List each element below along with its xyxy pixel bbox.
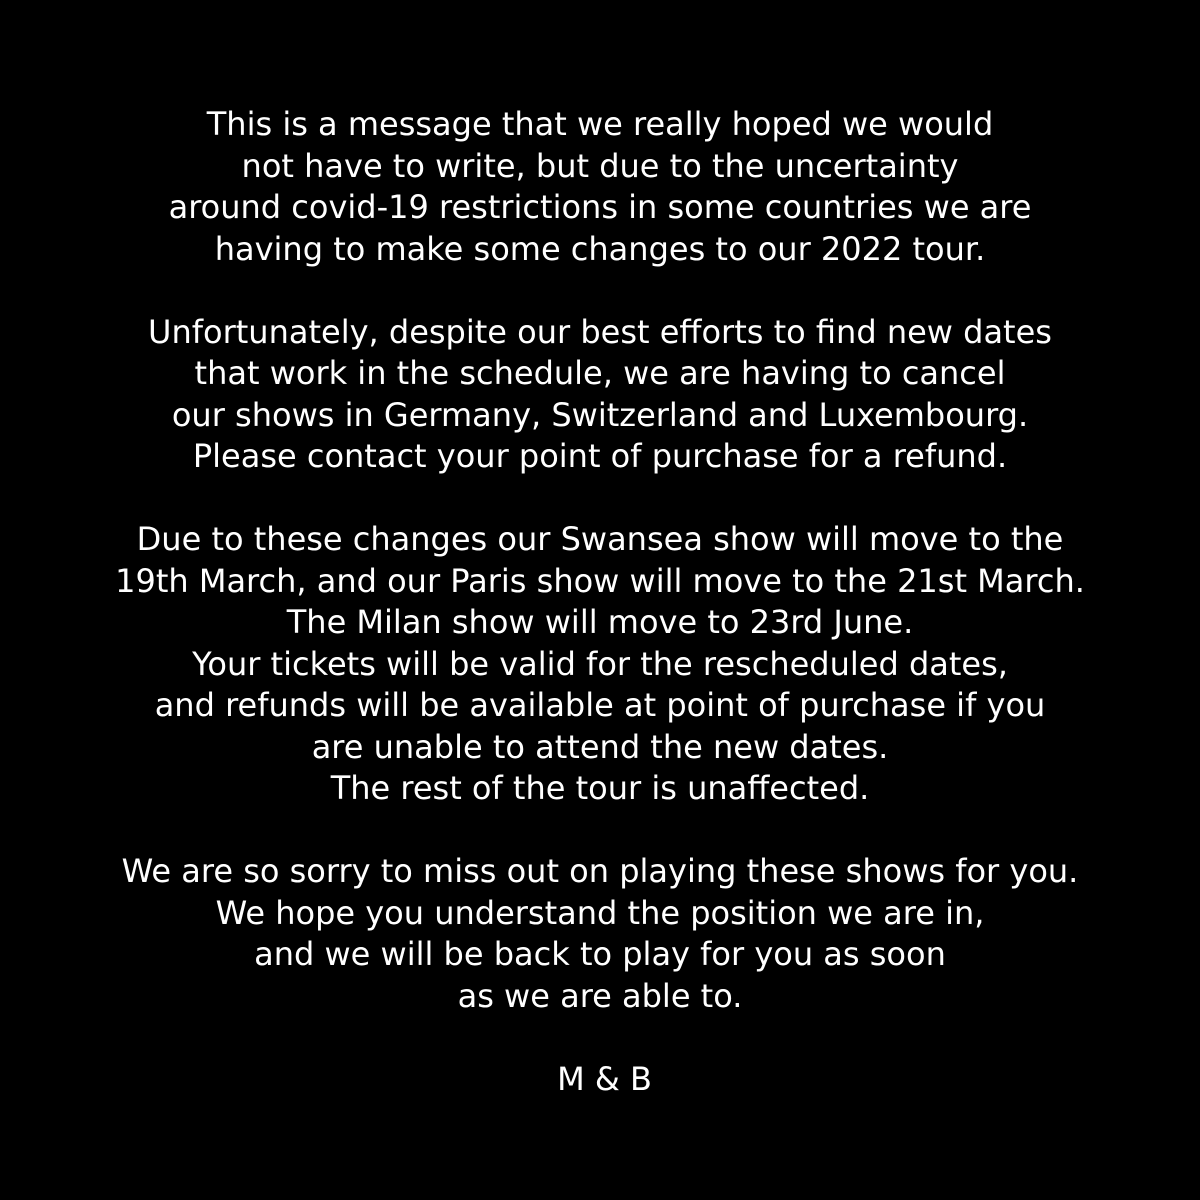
text-line: This is a message that we really hoped we would xyxy=(206,105,994,143)
paragraph-reschedules xyxy=(0,519,1200,810)
signature: M & B xyxy=(557,1059,652,1098)
paragraph-cancellations xyxy=(0,312,1200,478)
text-line: Due to these changes our Swansea show will move to the xyxy=(136,520,1064,558)
text-line: that work in the schedule, we are having to cancel xyxy=(194,354,1006,392)
text-line: The rest of the tour is unaffected. xyxy=(330,769,870,807)
text-line: Unfortunately, despite our best efforts to find new dates xyxy=(148,312,1052,351)
text-line: The Milan show will move to 23rd June. xyxy=(286,603,914,641)
paragraph-intro xyxy=(0,104,1200,270)
text-line: having to make some changes to our 2022 tour. xyxy=(214,229,986,268)
text-line: are unable to attend the new dates. xyxy=(311,727,889,766)
text-line: Your tickets will be valid for the rescheduled dates, xyxy=(192,644,1008,683)
text-line: our shows in Germany, Switzerland and Luxembourg. xyxy=(171,395,1029,434)
text-line: as we are able to. xyxy=(457,976,743,1015)
paragraph-apology xyxy=(0,851,1200,1017)
text-line: around covid-19 restrictions in some countries we are xyxy=(168,188,1032,226)
text-line: 19th March, and our Paris show will move to the 21st March. xyxy=(115,561,1085,600)
text-line: We are so sorry to miss out on playing these shows for you. xyxy=(121,852,1079,890)
text-line: Please contact your point of purchase for a refund. xyxy=(192,437,1008,475)
text-line: and refunds will be available at point of purchase if you xyxy=(154,686,1046,724)
text-line: and we will be back to play for you as soon xyxy=(254,935,946,973)
text-line: We hope you understand the position we are in, xyxy=(215,893,985,932)
text-line: not have to write, but due to the uncertainty xyxy=(241,146,959,185)
